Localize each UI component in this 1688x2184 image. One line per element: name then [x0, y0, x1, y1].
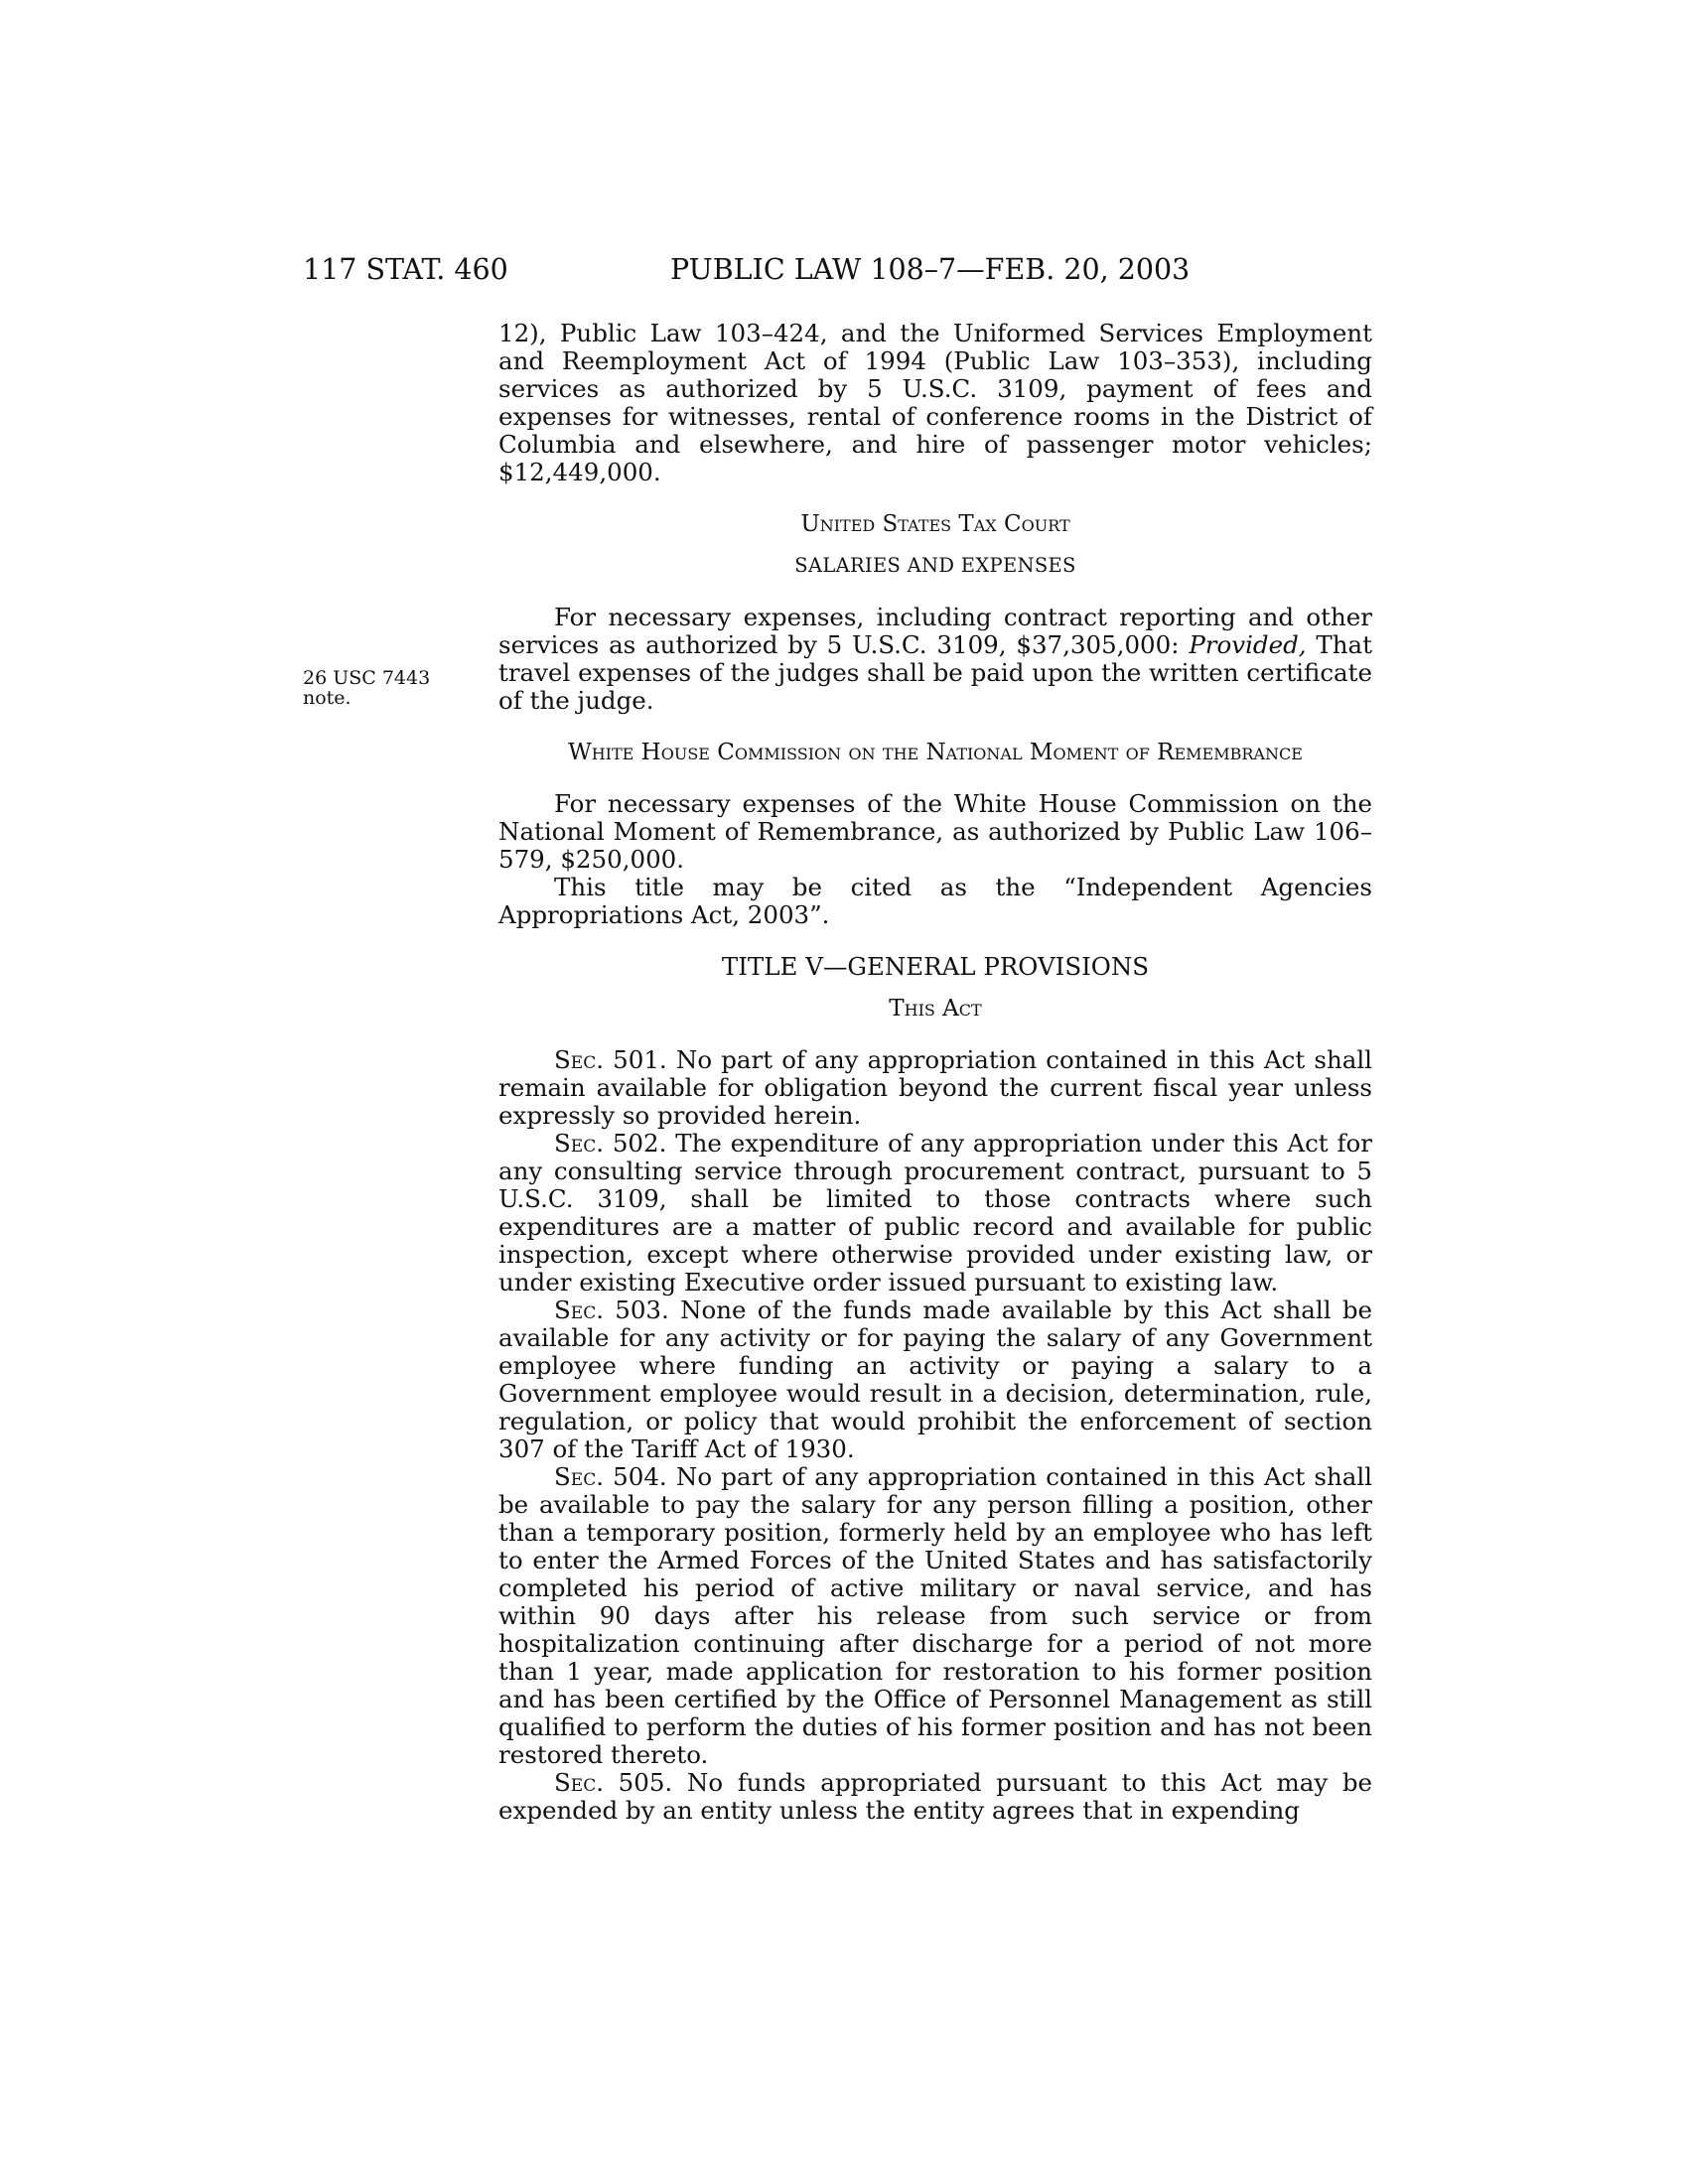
- tax-court-paragraph: [498, 604, 1372, 715]
- stat-reference: 117 STAT. 460: [303, 253, 508, 286]
- tax-court-heading: United States Tax Court: [800, 511, 1070, 537]
- public-law-reference: PUBLIC LAW 108–7—FEB. 20, 2003: [670, 253, 1191, 286]
- section-text: The expenditure of any appropriation under this Act for any consulting service through procurement contract, pursuant to 5 U.S.C. 3109, shall be limited to those contracts where such expenditures are a matter of public record and available for public inspection, except where otherwise provided under existing law, or under existing Executive order issued pursuant to existing law.: [498, 1129, 1373, 1297]
- whc-paragraph: For necessary expenses of the White House Commission on the National Moment of Remembrance, as authorized by Public Law 106–579, $250,000.: [498, 789, 1372, 874]
- intro-paragraph: 12), Public Law 103–424, and the Uniformed Services Employment and Reemployment Act of 1994 (Public Law 103–353), including services as authorized by 5 U.S.C. 3109, payment of fees and expenses for witnesses, rental of conference rooms in the District of Columbia and elsewhere, and hire of passenger motor vehicles; $12,449,000.: [498, 319, 1372, 486]
- whc-heading: White House Commission on the National Moment of Remembrance: [568, 740, 1303, 765]
- section-text: No part of any appropriation contained in this Act shall be available to pay the salary for any person filling a position, other than a temporary position, formerly held by an employee who has left to enter the Armed Forces of the United States and has satisfactorily completed his period of active military or naval service, and has within 90 days after his release from such service or from hospitalization continuing after discharge for a period of not more than 1 year, made application for restoration to his former position and has been certified by the Office of Personnel Management as still qualified to perform the duties of his former position and has not been restored thereto.: [498, 1462, 1372, 1769]
- section-label: Sec. 502.: [554, 1129, 667, 1158]
- tax-court-text-end: That travel expenses of the judges shall be paid upon the written certificate of the judge.: [498, 630, 1372, 715]
- this-act-heading: This Act: [889, 996, 982, 1022]
- title-v-heading: TITLE V—GENERAL PROVISIONS: [721, 952, 1150, 981]
- section-text: No funds appropriated pursuant to this Act may be expended by an entity unless the entity agrees that in expending: [498, 1768, 1373, 1825]
- section-504: [498, 1463, 1372, 1769]
- margin-note: [303, 668, 452, 708]
- tax-court-text: For necessary expenses, including contract reporting and other services as authorized by 5 U.S.C. 3109, $37,305,000:: [498, 603, 1372, 659]
- section-text: No part of any appropriation contained in this Act shall remain available for obligation beyond the current fiscal year unless expressly so provided herein.: [498, 1045, 1372, 1130]
- page-header: [303, 250, 1395, 290]
- margin-note-suffix: note.: [303, 687, 352, 709]
- section-505: [498, 1769, 1372, 1825]
- section-label: Sec. 503.: [554, 1296, 669, 1324]
- margin-note-citation: 26 USC 7443: [303, 667, 431, 689]
- section-label: Sec. 501.: [554, 1045, 667, 1074]
- section-501: [498, 1046, 1372, 1130]
- section-502: [498, 1130, 1372, 1297]
- citation-paragraph: This title may be cited as the “Independent Agencies Appropriations Act, 2003”.: [498, 873, 1372, 929]
- section-label: Sec. 504.: [554, 1462, 667, 1491]
- section-503: [498, 1297, 1372, 1463]
- provided-term: Provided,: [1189, 630, 1307, 659]
- body-text-column: [498, 320, 1372, 1825]
- section-text: None of the funds made available by this Act shall be available for any activity or for paying the salary of any Government employee where funding an activity or paying a salary to a Government employee would result in a decision, determination, rule, regulation, or policy that would prohibit the enforcement of section 307 of the Tariff Act of 1930.: [498, 1296, 1373, 1463]
- section-label: Sec. 505.: [554, 1768, 673, 1797]
- salaries-expenses-heading: SALARIES AND EXPENSES: [794, 554, 1076, 577]
